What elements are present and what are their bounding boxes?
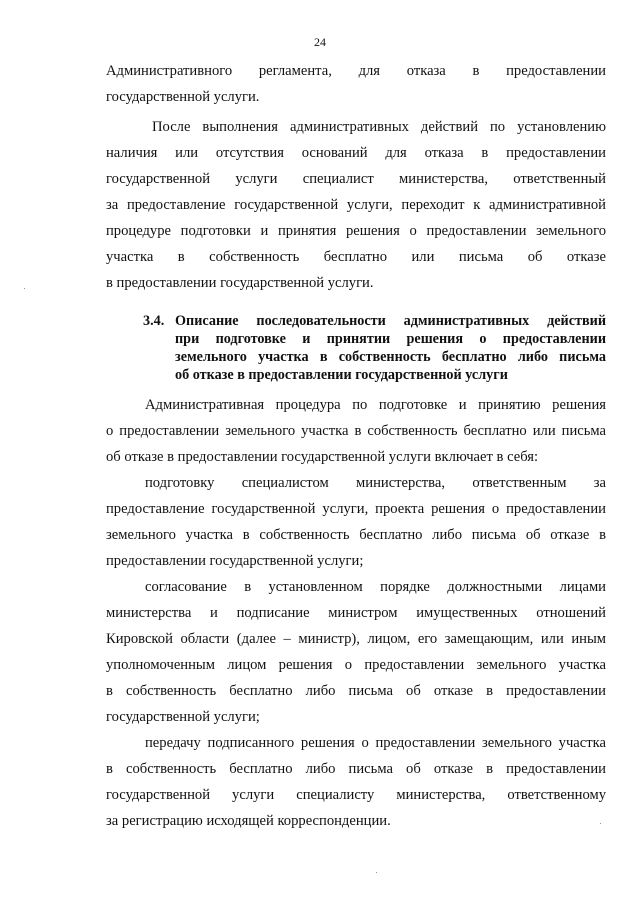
paragraph-line: в предоставлении государственной услуги.: [106, 275, 374, 291]
paragraph-line: за предоставление государственной услуги, переходит к административной: [106, 197, 606, 213]
paragraph-line: в собственность бесплатно либо письма об отказе в предоставлении: [106, 761, 606, 777]
section-heading-line: об отказе в предоставлении государственной услуги: [175, 367, 508, 383]
scan-speck: [24, 288, 25, 289]
paragraph-line: государственной услуги специалист министерства, ответственный: [106, 171, 606, 187]
section-number: 3.4.: [143, 313, 165, 329]
paragraph-line: о предоставлении земельного участка в собственность бесплатно или письма: [106, 423, 606, 439]
paragraph-line: После выполнения административных действий по установлению: [152, 119, 606, 135]
paragraph-line: Административная процедура по подготовке и принятию решения: [145, 397, 606, 413]
paragraph-line: Административного регламента, для отказа в предоставлении: [106, 63, 606, 79]
paragraph-line: процедуре подготовки и принятия решения о предоставлении земельного: [106, 223, 606, 239]
paragraph-line: Кировской области (далее – министр), лицом, его замещающим, или иным: [106, 631, 606, 647]
paragraph-line: государственной услуги.: [106, 89, 260, 105]
section-heading-line: земельного участка в собственность бесплатно либо письма: [175, 349, 606, 365]
section-heading-line: при подготовке и принятии решения о предоставлении: [175, 331, 606, 347]
paragraph-line: подготовку специалистом министерства, ответственным за: [145, 475, 606, 491]
paragraph-line: предоставление государственной услуги, проекта решения о предоставлении: [106, 501, 606, 517]
paragraph-line: министерства и подписание министром имущественных отношений: [106, 605, 606, 621]
paragraph-line: передачу подписанного решения о предоставлении земельного участка: [145, 735, 606, 751]
paragraph-line: об отказе в предоставлении государственной услуги включает в себя:: [106, 449, 539, 465]
paragraph-line: государственной услуги;: [106, 709, 260, 725]
paragraph-line: государственной услуги специалисту министерства, ответственному: [106, 787, 606, 803]
page-number: 24: [314, 35, 326, 49]
paragraph-line: земельного участка в собственность бесплатно либо письма об отказе в: [106, 527, 606, 543]
paragraph-line: согласование в установленном порядке должностными лицами: [145, 579, 606, 595]
paragraph-line: предоставлении государственной услуги;: [106, 553, 364, 569]
paragraph-line: в собственность бесплатно либо письма об отказе в предоставлении: [106, 683, 606, 699]
scan-speck: [376, 872, 377, 873]
paragraph-line: уполномоченным лицом решения о предоставлении земельного участка: [106, 657, 606, 673]
paragraph-line: наличия или отсутствия оснований для отказа в предоставлении: [106, 145, 606, 161]
section-heading-line: Описание последовательности административных действий: [175, 313, 606, 329]
paragraph-line: участка в собственность бесплатно или письма об отказе: [106, 249, 606, 265]
scan-speck: [600, 823, 601, 824]
paragraph-line: за регистрацию исходящей корреспонденции.: [106, 813, 391, 829]
